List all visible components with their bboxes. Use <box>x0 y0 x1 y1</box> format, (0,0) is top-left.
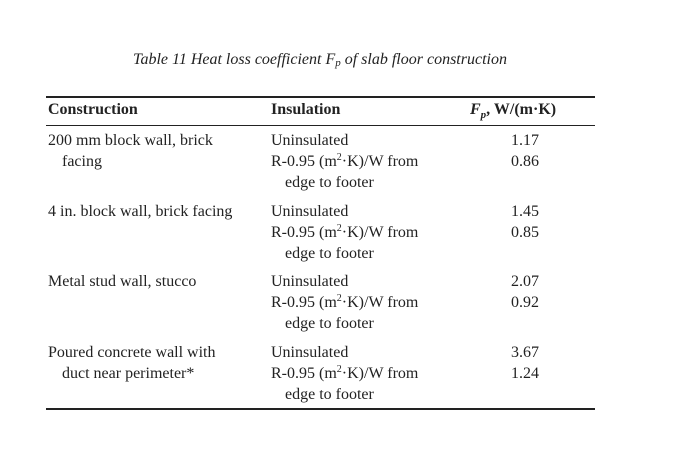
insulation-cell <box>271 342 461 405</box>
fp-value-2: 0.85 <box>511 224 539 241</box>
caption-suffix: of slab floor construction <box>340 51 507 68</box>
construction-cell <box>48 342 268 384</box>
table-bottom-rule <box>46 408 595 410</box>
header-construction: Construction <box>48 101 138 118</box>
insulation-option-2-sup: 2 <box>336 223 342 234</box>
insulation-option-2-sup: 2 <box>336 364 342 375</box>
insulation-option-2-text: R-0.95 (m <box>271 224 337 241</box>
caption-subscript: p <box>335 57 341 69</box>
insulation-option-2-text-b: ·K)/W from <box>341 153 419 170</box>
insulation-option-1: Uninsulated <box>271 273 349 290</box>
fp-value-1: 3.67 <box>511 344 539 361</box>
fp-values-cell <box>480 201 570 243</box>
construction-line1: Metal stud wall, stucco <box>48 273 197 290</box>
insulation-option-2-text-b: ·K)/W from <box>341 365 419 382</box>
insulation-cell <box>271 271 461 334</box>
header-fp <box>470 101 556 121</box>
insulation-option-1: Uninsulated <box>271 132 349 149</box>
insulation-option-2-sup: 2 <box>336 293 342 304</box>
insulation-option-2 <box>271 363 461 384</box>
fp-values-cell <box>480 271 570 313</box>
fp-value-2: 1.24 <box>511 365 539 382</box>
fp-value-1: 1.45 <box>511 203 539 220</box>
fp-values-cell <box>480 130 570 172</box>
insulation-option-2 <box>271 151 461 172</box>
insulation-option-2-cont: edge to footer <box>285 386 374 403</box>
insulation-option-2-text: R-0.95 (m <box>271 365 337 382</box>
header-insulation: Insulation <box>271 101 341 118</box>
insulation-option-2-text-b: ·K)/W from <box>341 294 419 311</box>
caption-prefix: Table 11 Heat loss coefficient F <box>133 51 336 68</box>
insulation-option-2-cont: edge to footer <box>285 174 374 191</box>
fp-value-1: 1.17 <box>511 132 539 149</box>
fp-value-2: 0.92 <box>511 294 539 311</box>
construction-cell <box>48 130 268 172</box>
fp-values-cell <box>480 342 570 384</box>
insulation-option-2-cont: edge to footer <box>285 315 374 332</box>
header-fp-symbol: F <box>470 101 481 118</box>
table-caption <box>0 51 640 69</box>
construction-line2: duct near perimeter* <box>62 365 195 382</box>
insulation-option-2-text: R-0.95 (m <box>271 294 337 311</box>
insulation-option-2 <box>271 222 461 243</box>
insulation-option-1: Uninsulated <box>271 203 349 220</box>
construction-line1: Poured concrete wall with <box>48 344 216 361</box>
header-fp-subscript: p <box>480 109 487 122</box>
fp-value-1: 2.07 <box>511 273 539 290</box>
insulation-option-2-text: R-0.95 (m <box>271 153 337 170</box>
insulation-option-2 <box>271 292 461 313</box>
construction-line1: 200 mm block wall, brick <box>48 132 213 149</box>
insulation-option-2-sup: 2 <box>336 152 342 163</box>
table-header-rule <box>46 125 595 126</box>
fp-value-2: 0.86 <box>511 153 539 170</box>
insulation-cell <box>271 130 461 193</box>
insulation-option-2-text-b: ·K)/W from <box>341 224 419 241</box>
construction-cell <box>48 271 268 292</box>
construction-line2: facing <box>62 153 102 170</box>
insulation-option-1: Uninsulated <box>271 344 349 361</box>
header-fp-unit: , W/(m·K) <box>486 101 557 118</box>
insulation-cell <box>271 201 461 264</box>
construction-line1: 4 in. block wall, brick facing <box>48 203 233 220</box>
insulation-option-2-cont: edge to footer <box>285 245 374 262</box>
table-top-rule <box>46 96 595 98</box>
construction-cell <box>48 201 268 222</box>
